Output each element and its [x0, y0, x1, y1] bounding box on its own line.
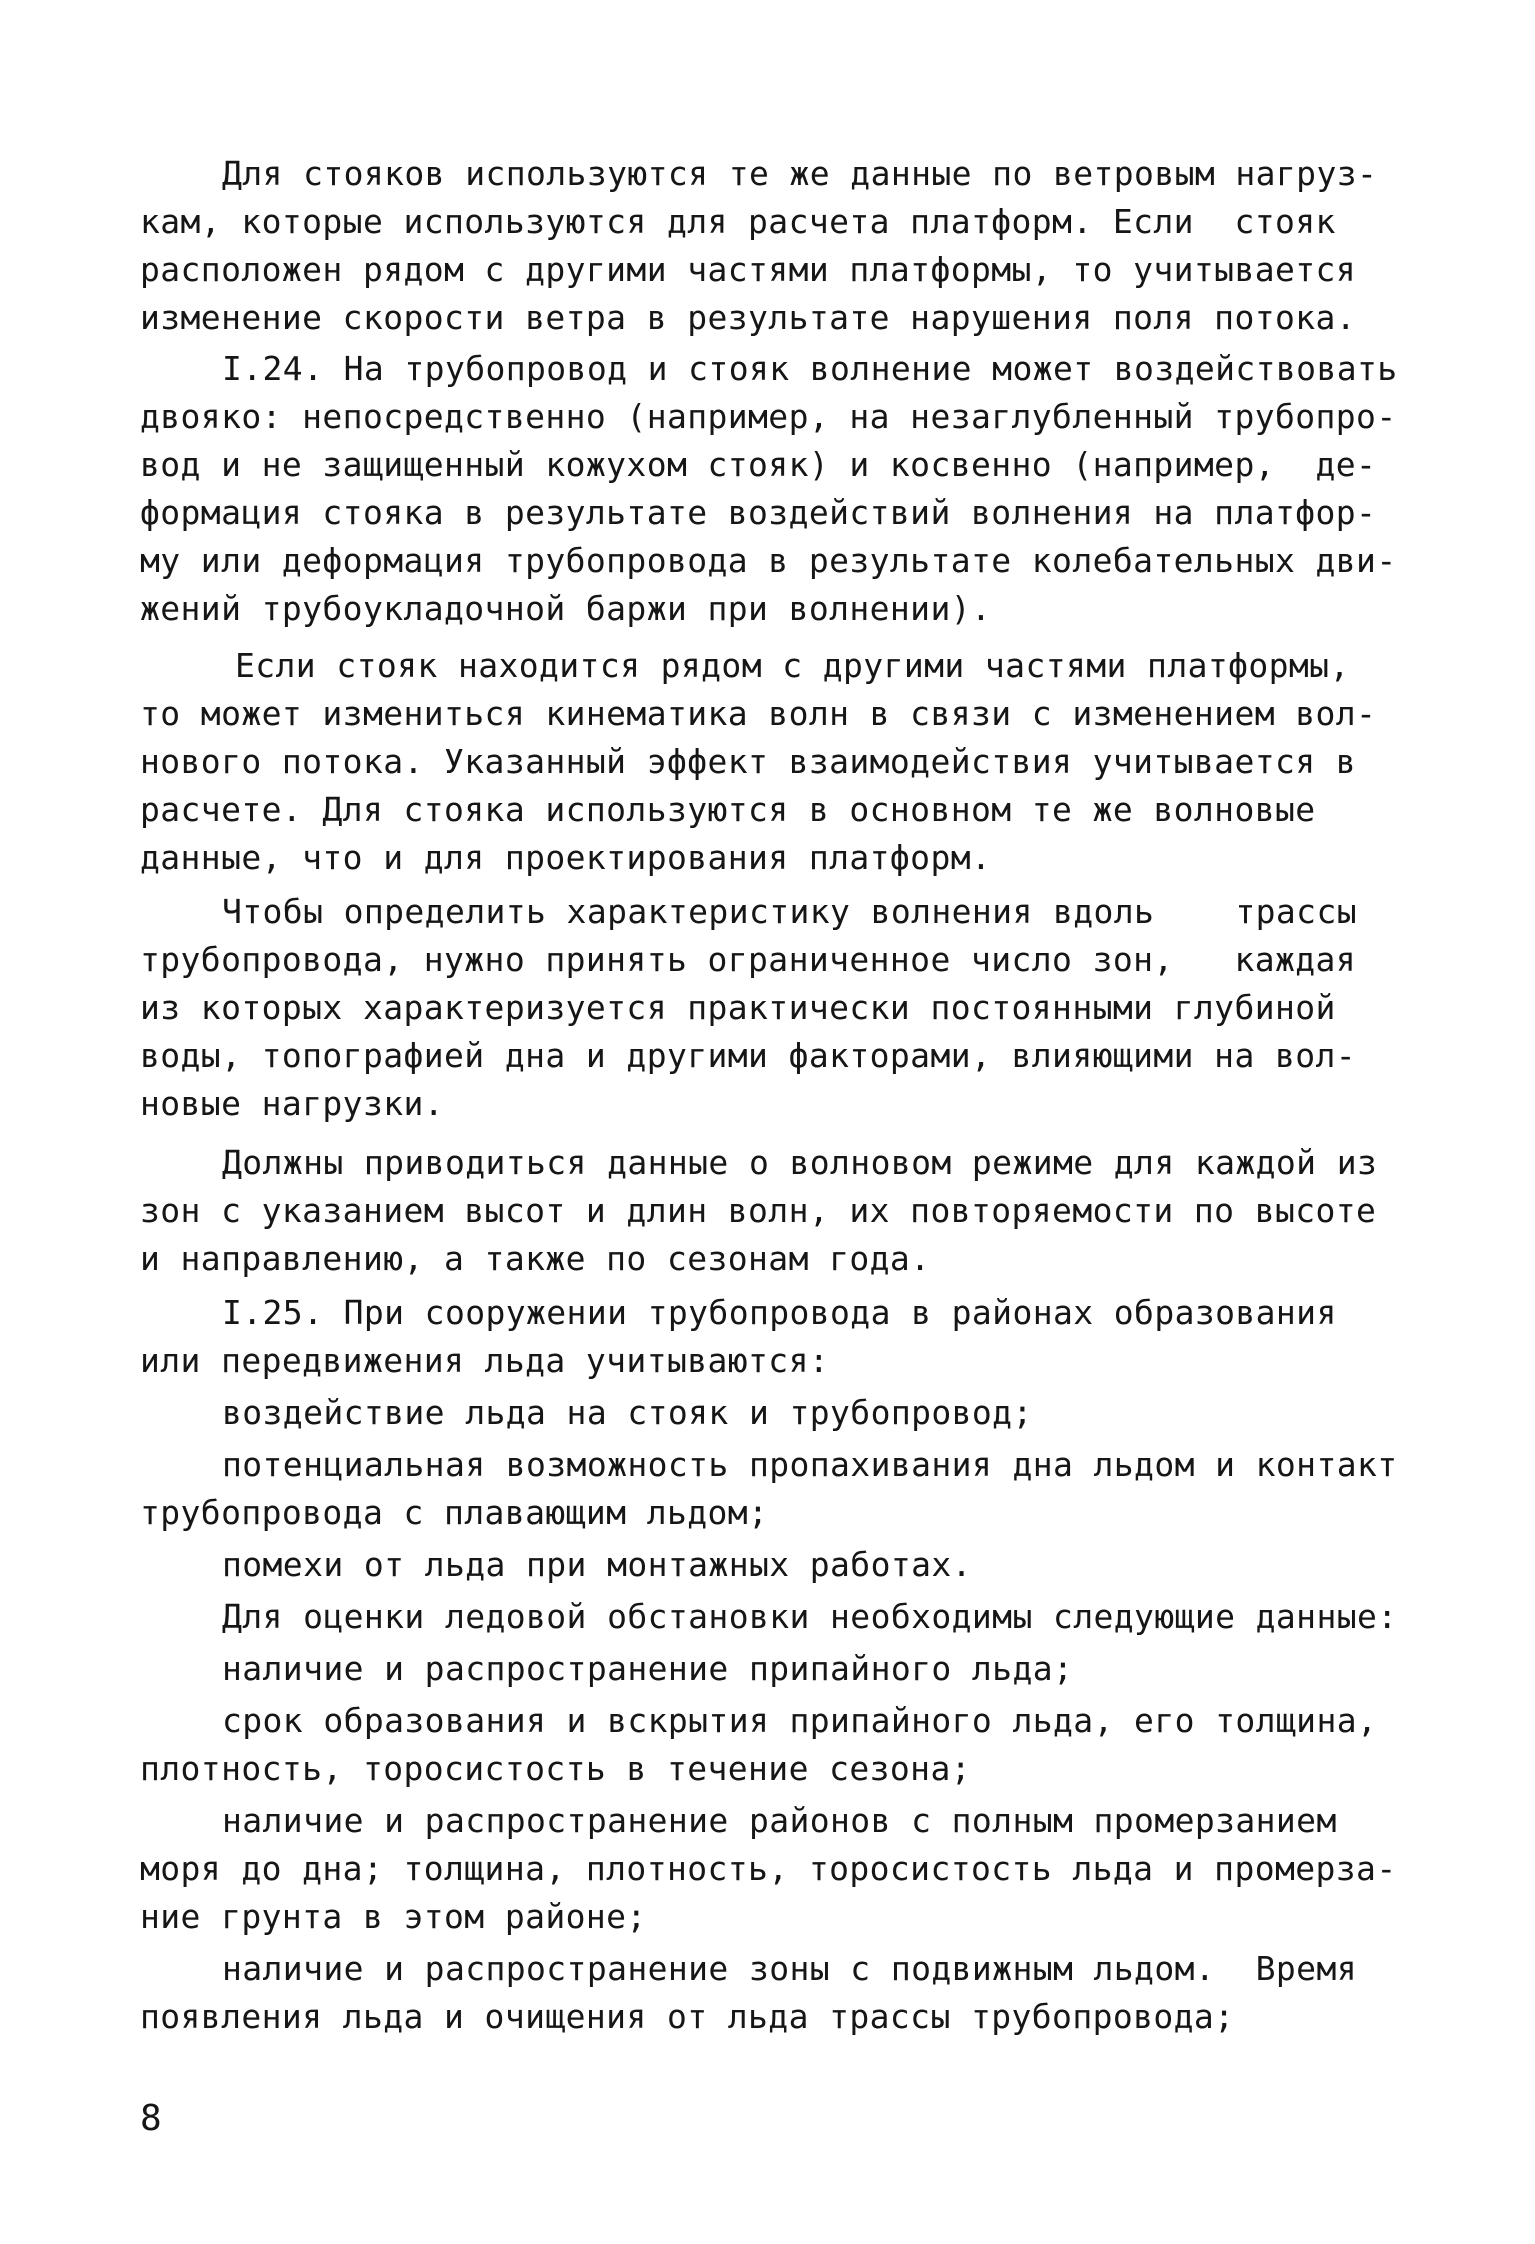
- text-line: Для стояков используются те же данные по ветровым нагруз-: [222, 154, 1378, 193]
- text-line: срок образования и вскрытия припайного льда, его толщина,: [222, 1701, 1378, 1740]
- text-line: воды, топографией дна и другими факторами, влияющими на вол-: [140, 1036, 1357, 1075]
- text-line: или передвижения льда учитываются:: [140, 1341, 830, 1380]
- text-line: Если стояк находится рядом с другими частями платформы,: [235, 646, 1350, 685]
- text-line: му или деформация трубопровода в результате колебательных дви-: [140, 541, 1397, 580]
- text-line: трубопровода с плавающим льдом;: [140, 1493, 769, 1532]
- text-line: то может измениться кинематика волн в связи с изменением вол-: [140, 694, 1377, 733]
- text-line: жений трубоукладочной баржи при волнении).: [140, 589, 992, 628]
- text-line: моря до дна; толщина, плотность, торосистость льда и промерза-: [140, 1849, 1397, 1888]
- text-line: двояко: непосредственно (например, на незаглубленный трубопро-: [140, 397, 1397, 436]
- text-line: и направлению, а также по сезонам года.: [140, 1239, 931, 1278]
- text-line: новые нагрузки.: [140, 1084, 445, 1123]
- text-line: I.25. При сооружении трубопровода в районах образования: [222, 1293, 1337, 1332]
- text-line: из которых характеризуется практически постоянными глубиной: [140, 988, 1336, 1027]
- text-line: наличие и распространение зоны с подвижным льдом. Время: [222, 1949, 1357, 1988]
- text-line: I.24. На трубопровод и стояк волнение может воздействовать: [222, 349, 1398, 388]
- text-line: наличие и распространение припайного льда;: [222, 1649, 1074, 1688]
- text-line: воздействие льда на стояк и трубопровод;: [222, 1393, 1033, 1432]
- text-line: помехи от льда при монтажных работах.: [222, 1545, 972, 1584]
- text-line: Должны приводиться данные о волновом режиме для каждой из: [222, 1143, 1378, 1182]
- text-line: Для оценки ледовой обстановки необходимы следующие данные:: [222, 1597, 1398, 1636]
- text-line: Чтобы определить характеристику волнения вдоль трассы: [222, 892, 1357, 931]
- text-line: кам, которые используются для расчета платформ. Если стояк: [140, 202, 1336, 241]
- text-line: данные, что и для проектирования платформ.: [140, 838, 992, 877]
- text-line: наличие и распространение районов с полным промерзанием: [222, 1801, 1337, 1840]
- text-line: появления льда и очищения от льда трассы трубопровода;: [140, 1997, 1235, 2036]
- text-line: трубопровода, нужно принять ограниченное число зон, каждая: [140, 940, 1357, 979]
- text-line: формация стояка в результате воздействий волнения на платфор-: [140, 493, 1377, 532]
- text-line: вод и не защищенный кожухом стояк) и косвенно (например, де-: [140, 445, 1377, 484]
- text-line: ние грунта в этом районе;: [140, 1897, 647, 1936]
- text-line: изменение скорости ветра в результате нарушения поля потока.: [140, 298, 1357, 337]
- text-line: расположен рядом с другими частями платформы, то учитывается: [140, 250, 1357, 289]
- text-line: потенциальная возможность пропахивания дна льдом и контакт: [222, 1445, 1398, 1484]
- text-line: зон с указанием высот и длин волн, их повторяемости по высоте: [140, 1191, 1377, 1230]
- text-line: расчете. Для стояка используются в основном те же волновые: [140, 790, 1316, 829]
- text-line: нового потока. Указанный эффект взаимодействия учитывается в: [140, 742, 1357, 781]
- page-number: 8: [140, 2098, 162, 2139]
- text-line: плотность, торосистость в течение сезона;: [140, 1749, 971, 1788]
